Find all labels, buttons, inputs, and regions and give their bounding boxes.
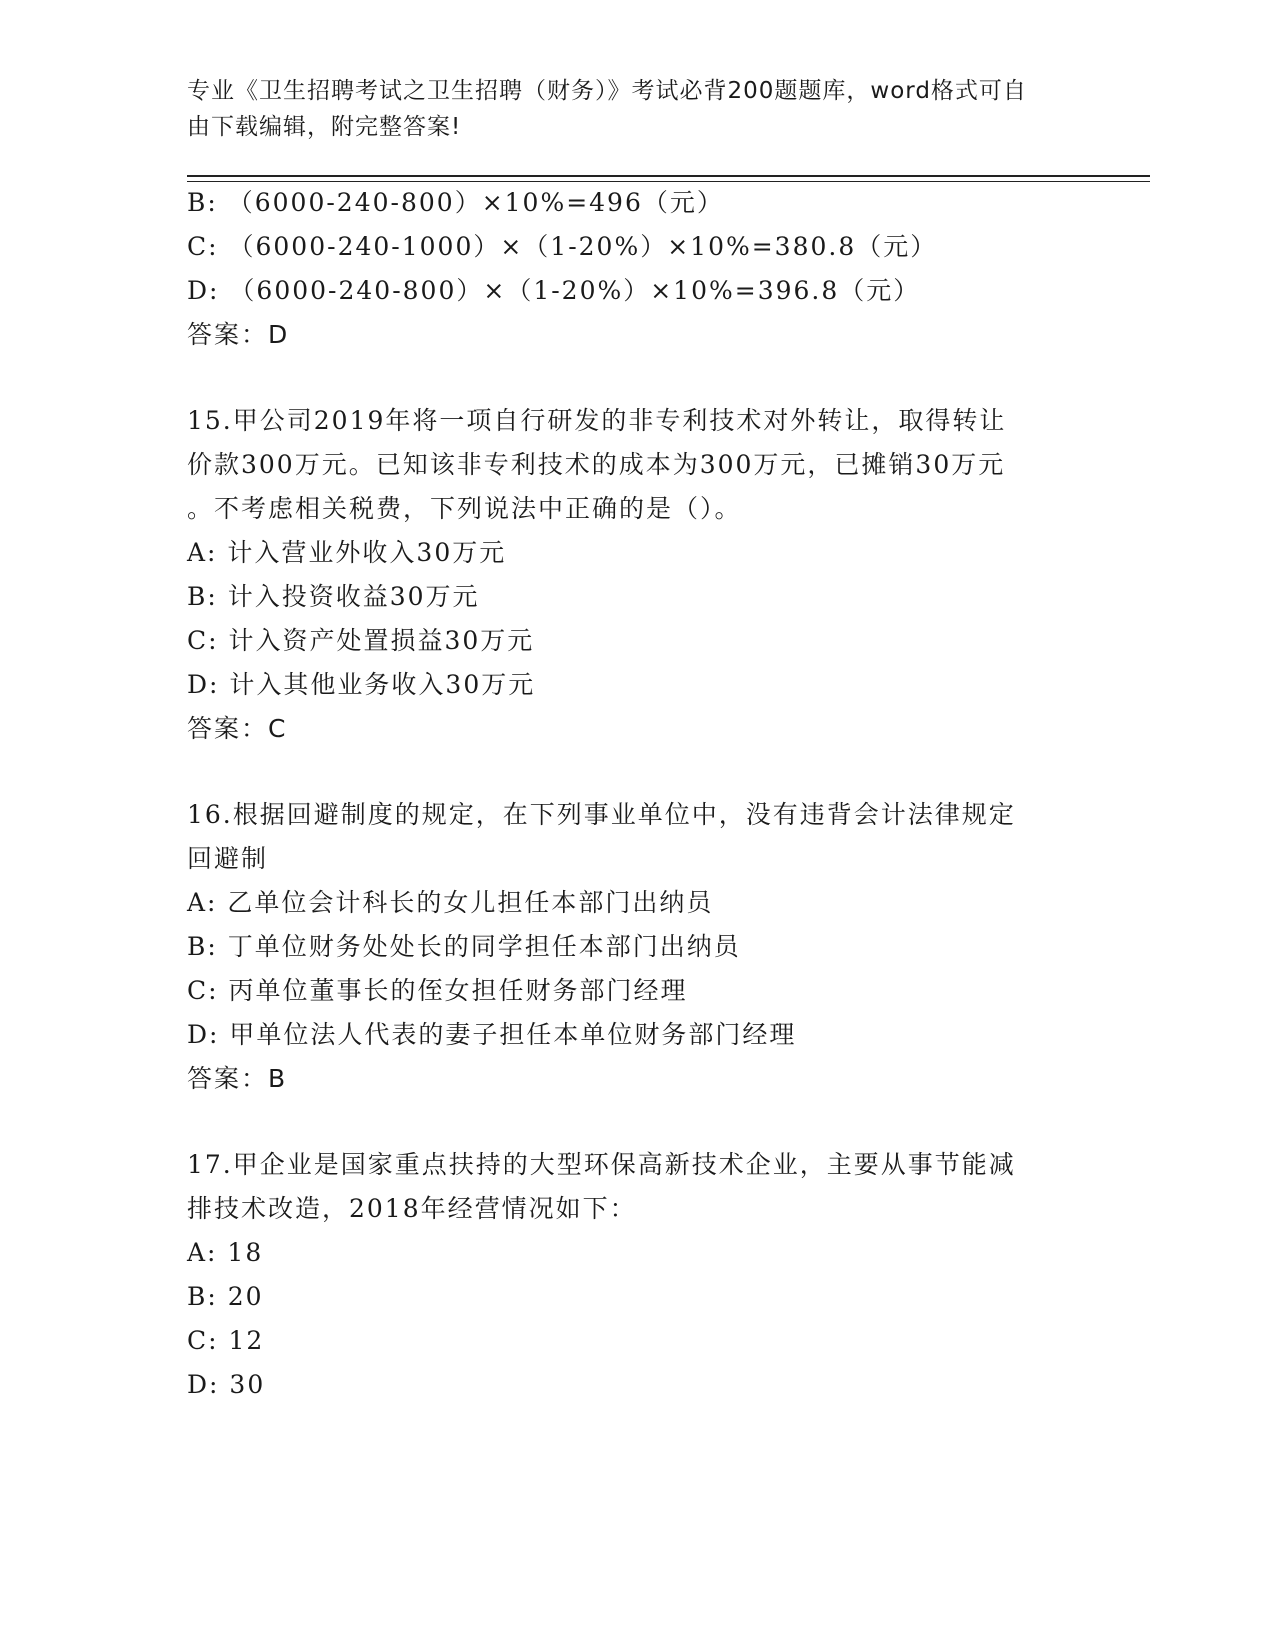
q14-option-d: D: （6000-240-800）×（1-20%）×10%=396.8（元） xyxy=(187,276,921,305)
q15-stem-line-1: 15.甲公司2019年将一项自行研发的非专利技术对外转让，取得转让 xyxy=(187,406,1007,435)
q17-option-c: C: 12 xyxy=(187,1326,265,1355)
q16-option-b: B: 丁单位财务处处长的同学担任本部门出纳员 xyxy=(187,932,741,961)
q15-stem-line-2: 价款300万元。已知该非专利技术的成本为300万元，已摊销30万元 xyxy=(187,450,1006,479)
q15-option-c: C: 计入资产处置损益30万元 xyxy=(187,626,535,655)
q17-option-a: A: 18 xyxy=(187,1238,264,1267)
q16-answer: 答案：B xyxy=(187,1064,288,1093)
header-line-1: 专业《卫生招聘考试之卫生招聘（财务）》考试必背200题题库，word格式可自 xyxy=(187,78,1027,104)
q16-option-a: A: 乙单位会计科长的女儿担任本部门出纳员 xyxy=(187,888,714,917)
header-divider-thick xyxy=(187,175,1150,177)
q14-option-b: B: （6000-240-800）×10%=496（元） xyxy=(187,188,724,217)
q15-answer: 答案：C xyxy=(187,714,288,743)
q16-stem-line-2: 回避制 xyxy=(187,844,269,873)
q15-option-d: D: 计入其他业务收入30万元 xyxy=(187,670,536,699)
q15-option-b: B: 计入投资收益30万元 xyxy=(187,582,480,611)
q17-option-d: D: 30 xyxy=(187,1370,266,1399)
page-header xyxy=(187,73,1067,145)
q15-stem-line-3: 。不考虑相关税费，下列说法中正确的是（）。 xyxy=(187,494,742,523)
header-line-2: 由下载编辑，附完整答案! xyxy=(187,114,462,140)
q14-option-c: C: （6000-240-1000）×（1-20%）×10%=380.8（元） xyxy=(187,232,938,261)
q17-option-b: B: 20 xyxy=(187,1282,264,1311)
q16-option-d: D: 甲单位法人代表的妻子担任本单位财务部门经理 xyxy=(187,1020,797,1049)
q14-answer: 答案：D xyxy=(187,320,290,349)
q15-option-a: A: 计入营业外收入30万元 xyxy=(187,538,507,567)
q16-option-c: C: 丙单位董事长的侄女担任财务部门经理 xyxy=(187,976,688,1005)
q17-stem-line-1: 17.甲企业是国家重点扶持的大型环保高新技术企业，主要从事节能减 xyxy=(187,1150,1016,1179)
q16-stem-line-1: 16.根据回避制度的规定，在下列事业单位中，没有违背会计法律规定 xyxy=(187,800,1016,829)
q17-stem-line-2: 排技术改造，2018年经营情况如下： xyxy=(187,1194,637,1223)
